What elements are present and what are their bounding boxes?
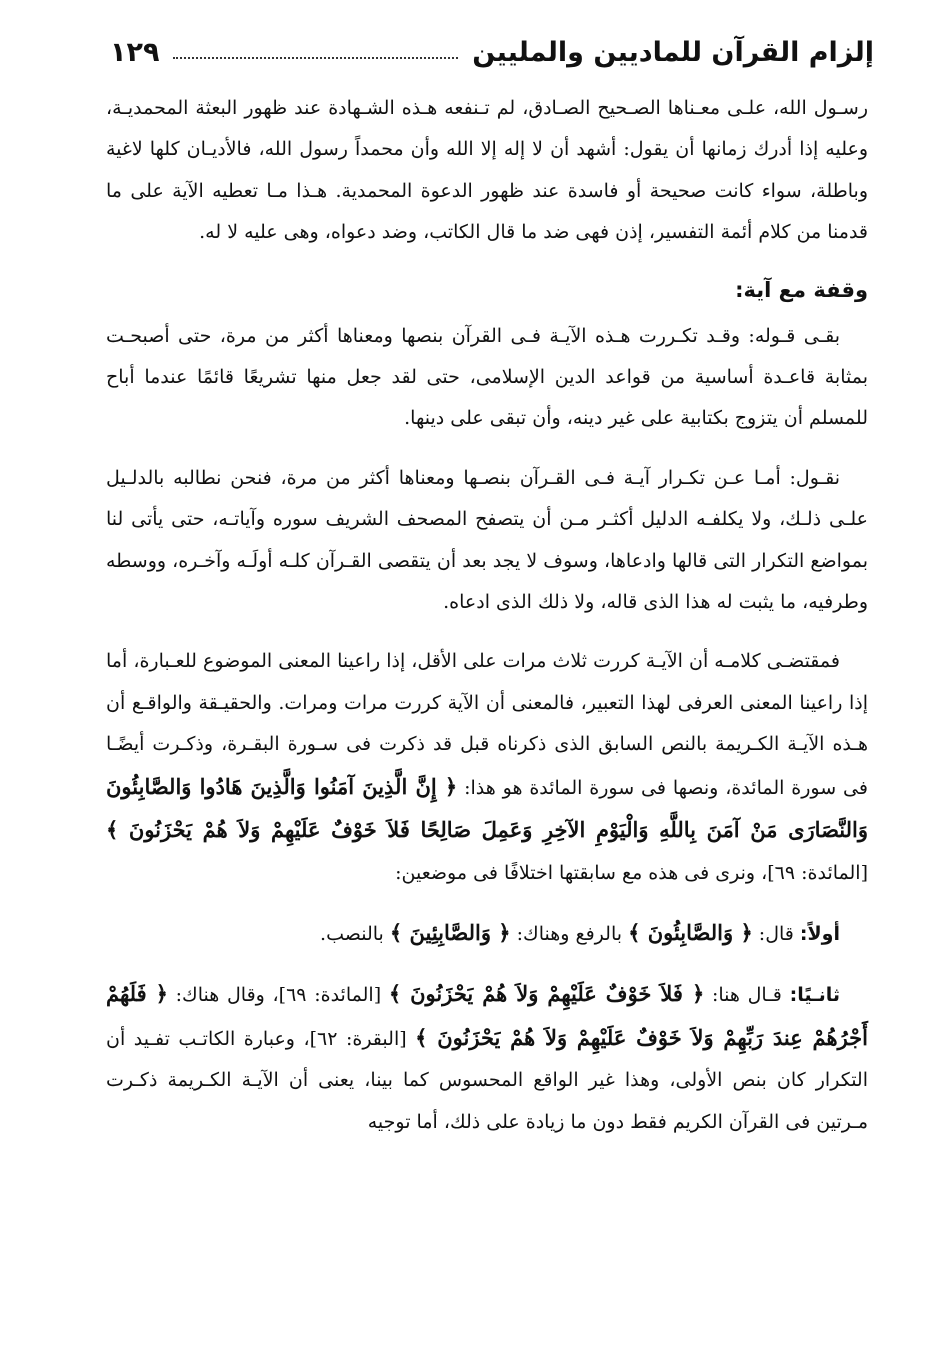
- page-number: ١٢٩: [110, 36, 160, 68]
- paragraph-3: نقـول: أمـا عـن تكـرار آيـة فـى القـرآن بنصـها ومعناها أكثر من مرة، فنحن نطالبه بالدلـيل علـى ذلـك، ولا يكلفـه الدليل أكثـر مـن أن يتصفح المصحف الشريف سوره وآياتـه، حتى يأتى لنا بمواضع التكرار التى قالها وادعاها، وسوف لا يجد بعد أن يتقصى القـرآن كلـه أولَـه وآخـره، ووسطه وطرفيه، ما يثبت له هذا الذى قاله، ولا ذلك الذى ادعاه.: [106, 466, 868, 614]
- paragraph-4-tail: [المائدة: ٦٩]، ونرى فى هذه مع سابقتها اختلافًا فى موضعين:: [395, 861, 868, 884]
- paragraph-5: [106, 912, 868, 955]
- book-title: إلزام القرآن للماديين والمليين: [472, 36, 874, 68]
- body-text: [106, 88, 868, 1143]
- quran-verse-maidah-69-ending: ﴿ فَلاَ خَوْفٌ عَلَيْهِمْ وَلاَ هُمْ يَحْزَنُونَ ﴾: [388, 981, 705, 1007]
- point-first-label: أولاً:: [799, 922, 840, 945]
- paragraph-1: رسـول الله، علـى معـناها الصـحيح الصـادق، لم تـنفعه هـذه الشـهادة عند ظهور البعثة المحمديـة، وعليه إذا أدرك زمانها أن يقول: أشهد أن لا إله إلا الله وأن محمداً رسول الله، فالأديـان كلها لاغية وباطلة، سواء كانت صحيحة أو فاسدة عند ظهور الدعوة المحمدية. هـذا مـا تعطيه الآية على ما قدمنا من كلام أئمة التفسير، إذن فهى ضد ما قال الكاتب، وضد دعواه، وهى عليه لا له.: [106, 97, 868, 244]
- paragraph-5-text-1: قال:: [758, 922, 794, 945]
- quran-word-sabiun: ﴿ وَالصَّابِئُونَ ﴾: [628, 919, 753, 945]
- quran-verse-baqarah-62-ending: ﴿ فَلَهُمْ أَجْرُهُمْ عِندَ رَبِّهِمْ وَلاَ خَوْفٌ عَلَيْهِمْ وَلاَ هُمْ يَحْزَنُونَ ﴾: [106, 981, 868, 1050]
- paragraph-4-intro: فمقتضـى كلامـه أن الآيـة كررت ثلاث مرات على الأقل، إذا راعينا المعنى الموضوع للعـبارة، أما إذا راعينا المعنى العرفى لهذا التعبير، فالمعنى أن الآية كررت مرات ومرات. والحقيـقة والواقـع أن هـذه الآيـة الكـريمة بالنص السابق الذى ذكرناه قبل قد ذكرت فى سـورة البقـرة، وذكـرت أيضًـا فى سورة المائدة، ونصها فى سورة المائدة هو هذا:: [106, 650, 868, 799]
- quran-word-sabiin: ﴿ وَالصَّابِئِينَ ﴾: [389, 919, 511, 945]
- paragraph-5-text-3: بالنصب.: [320, 922, 384, 945]
- paragraph-6-text-2: [المائدة: ٦٩]، وقال هناك:: [175, 984, 382, 1007]
- dotted-leader: [173, 57, 458, 59]
- paragraph-6-text-3: [البقرة: ٦٢]، وعبارة الكاتـب تفـيد أن التكرار كان بنص الأولى، وهذا غير الواقع المحسوس كما بينا، يعنى أن الآيـة الكـريمة ذكـرت مـرتين فى القرآن الكريم فقط دون ما زيادة على ذلك، أما توجيه: [106, 1027, 868, 1133]
- paragraph-6-text-1: قـال هنا:: [711, 984, 782, 1007]
- running-header: [110, 30, 874, 74]
- point-second-label: ثانـيًا:: [789, 984, 840, 1007]
- paragraph-5-text-2: بالرفع وهناك:: [516, 922, 623, 945]
- paragraph-4: [106, 641, 868, 893]
- paragraph-2: بقـى قـوله: وقـد تكـررت هـذه الآيـة فـى القرآن بنصها ومعناها أكثر من مرة، حتى أصبحـت بمثابة قاعـدة أساسية من قواعد الدين الإسلامى، حتى لقد جعل منها تشريعًا قائمًا عندما أباح للمسلم أن يتزوج بكتابية على غير دينه، وأن تبقى على دينها.: [106, 324, 868, 430]
- paragraph-6: [106, 973, 868, 1143]
- section-heading: وقفة مع آية:: [735, 277, 868, 302]
- quran-verse-maidah-69: ﴿ إِنَّ الَّذِينَ آمَنُوا وَالَّذِينَ هَادُوا وَالصَّابِئُونَ وَالنَّصَارَى مَنْ آمَنَ بِاللَّهِ وَالْيَوْمِ الآخِرِ وَعَمِلَ صَالِحًا فَلاَ خَوْفٌ عَلَيْهِمْ وَلاَ هُمْ يَحْزَنُونَ ﴾: [106, 773, 868, 843]
